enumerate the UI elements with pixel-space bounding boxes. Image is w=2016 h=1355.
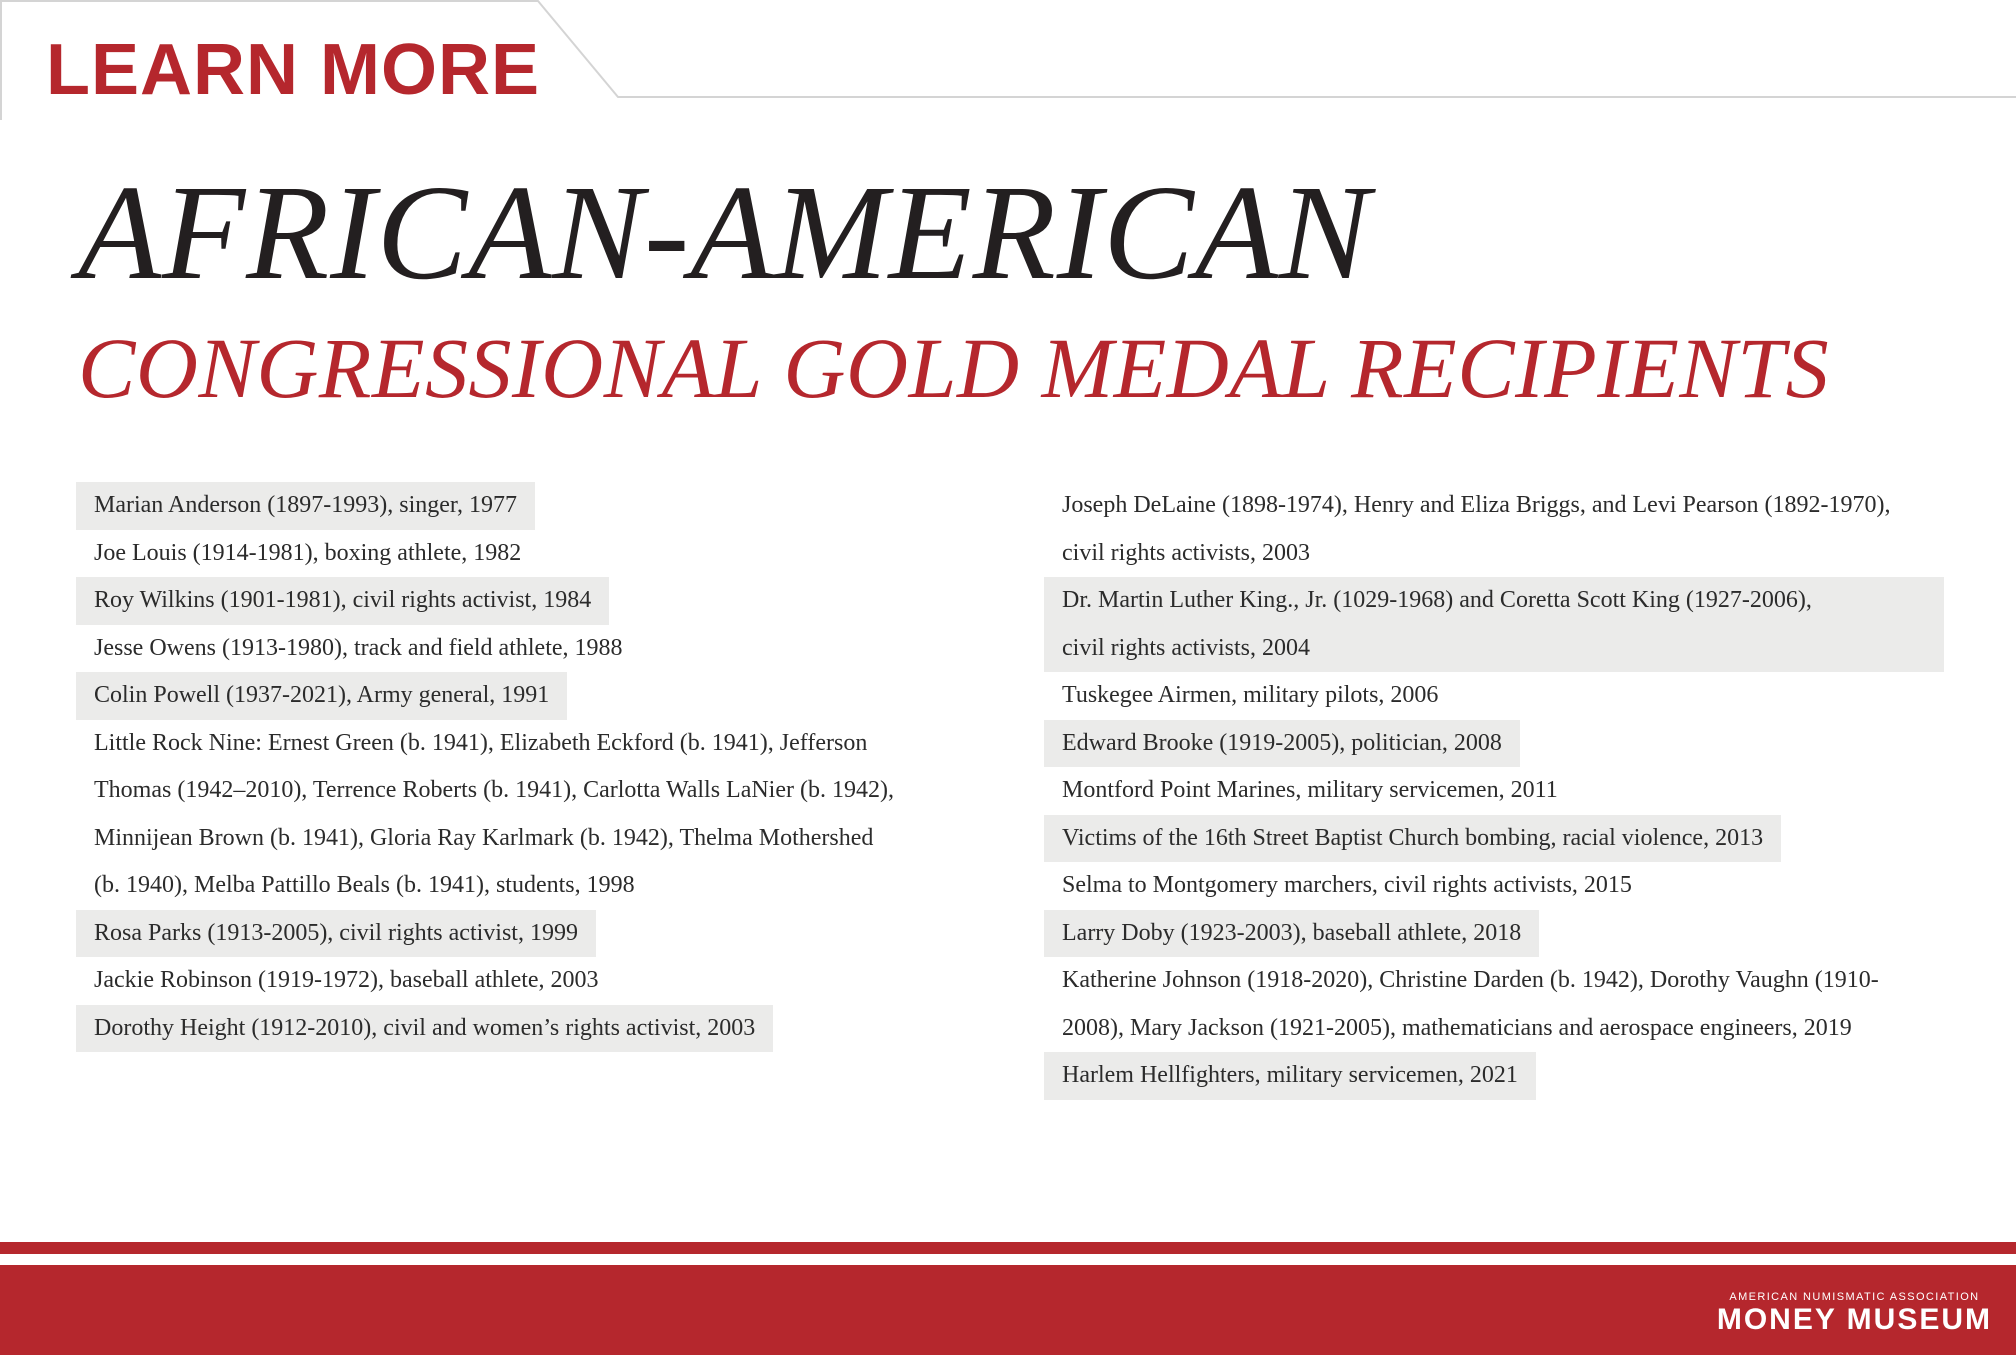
recipient-entry [76, 482, 535, 530]
recipient-entry [1044, 815, 1781, 863]
recipient-entry [76, 530, 539, 578]
recipients-list-left [76, 482, 976, 1052]
recipient-line: civil rights activists, 2003 [1062, 539, 1310, 566]
museum-logo [1717, 1290, 1992, 1336]
recipient-line: Colin Powell (1937-2021), Army general, 1991 [94, 682, 550, 708]
recipient-line: Harlem Hellfighters, military servicemen, 2021 [1062, 1062, 1518, 1088]
recipient-line: Montford Point Marines, military servicemen, 2011 [1062, 777, 1558, 803]
recipient-entry [1044, 910, 1539, 958]
recipient-line: Little Rock Nine: Ernest Green (b. 1941), Elizabeth Eckford (b. 1941), Jefferson [94, 729, 868, 756]
recipient-entry [76, 625, 641, 673]
recipient-line: Katherine Johnson (1918-2020), Christine Darden (b. 1942), Dorothy Vaughn (1910- [1062, 967, 1879, 993]
footer-stripe [0, 1242, 2016, 1254]
recipient-line: civil rights activists, 2004 [1062, 634, 1310, 661]
recipient-line: Joseph DeLaine (1898-1974), Henry and Eliza Briggs, and Levi Pearson (1892-1970), [1062, 492, 1891, 518]
recipient-line: 2008), Mary Jackson (1921-2005), mathematicians and aerospace engineers, 2019 [1062, 1014, 1852, 1041]
learn-more-heading: LEARN MORE [46, 30, 540, 110]
recipient-entry [1044, 862, 1650, 910]
recipient-line: Jackie Robinson (1919-1972), baseball athlete, 2003 [94, 967, 599, 993]
recipient-line: (b. 1940), Melba Pattillo Beals (b. 1941), students, 1998 [94, 872, 635, 898]
recipient-entry [76, 720, 976, 910]
recipient-entry [76, 957, 617, 1005]
logo-museum-line: MONEY MUSEUM [1716, 1303, 1992, 1336]
recipient-entry [76, 577, 609, 625]
page-title: AFRICAN-AMERICAN [78, 158, 1371, 308]
recipients-list-right [1044, 482, 1944, 1100]
footer-bar [0, 1265, 2016, 1355]
recipient-line: Joe Louis (1914-1981), boxing athlete, 1982 [94, 539, 522, 566]
recipient-entry [1044, 957, 1944, 1052]
recipient-line: Thomas (1942–2010), Terrence Roberts (b. 1941), Carlotta Walls LaNier (b. 1942), [94, 777, 894, 803]
recipient-line: Roy Wilkins (1901-1981), civil rights activist, 1984 [94, 587, 592, 613]
recipient-line: Minnijean Brown (b. 1941), Gloria Ray Karlmark (b. 1942), Thelma Mothershed [94, 824, 874, 851]
page-subtitle: CONGRESSIONAL GOLD MEDAL RECIPIENTS [78, 320, 1830, 416]
recipient-entry [1044, 482, 1944, 577]
recipient-line: Rosa Parks (1913-2005), civil rights activist, 1999 [94, 919, 578, 946]
recipient-line: Dorothy Height (1912-2010), civil and women’s rights activist, 2003 [94, 1014, 756, 1041]
recipient-entry [76, 672, 567, 720]
recipient-entry [1044, 672, 1456, 720]
recipient-line: Jesse Owens (1913-1980), track and field athlete, 1988 [94, 634, 623, 661]
recipient-line: Tuskegee Airmen, military pilots, 2006 [1062, 682, 1439, 708]
recipient-line: Victims of the 16th Street Baptist Church bombing, racial violence, 2013 [1062, 824, 1764, 851]
recipient-line: Marian Anderson (1897-1993), singer, 1977 [94, 492, 517, 518]
recipient-entry [76, 1005, 773, 1053]
recipient-line: Dr. Martin Luther King., Jr. (1029-1968) and Coretta Scott King (1927-2006), [1062, 587, 1812, 613]
recipient-line: Selma to Montgomery marchers, civil rights activists, 2015 [1062, 872, 1632, 898]
recipient-entry [1044, 577, 1944, 672]
recipient-line: Edward Brooke (1919-2005), politician, 2008 [1062, 729, 1502, 756]
recipient-entry [1044, 720, 1520, 768]
recipient-entry [1044, 1052, 1536, 1100]
recipient-entry [76, 910, 596, 958]
logo-org-line: AMERICAN NUMISMATIC ASSOCIATION [1729, 1291, 1980, 1303]
recipient-line: Larry Doby (1923-2003), baseball athlete, 2018 [1062, 919, 1522, 946]
recipient-entry [1044, 767, 1576, 815]
